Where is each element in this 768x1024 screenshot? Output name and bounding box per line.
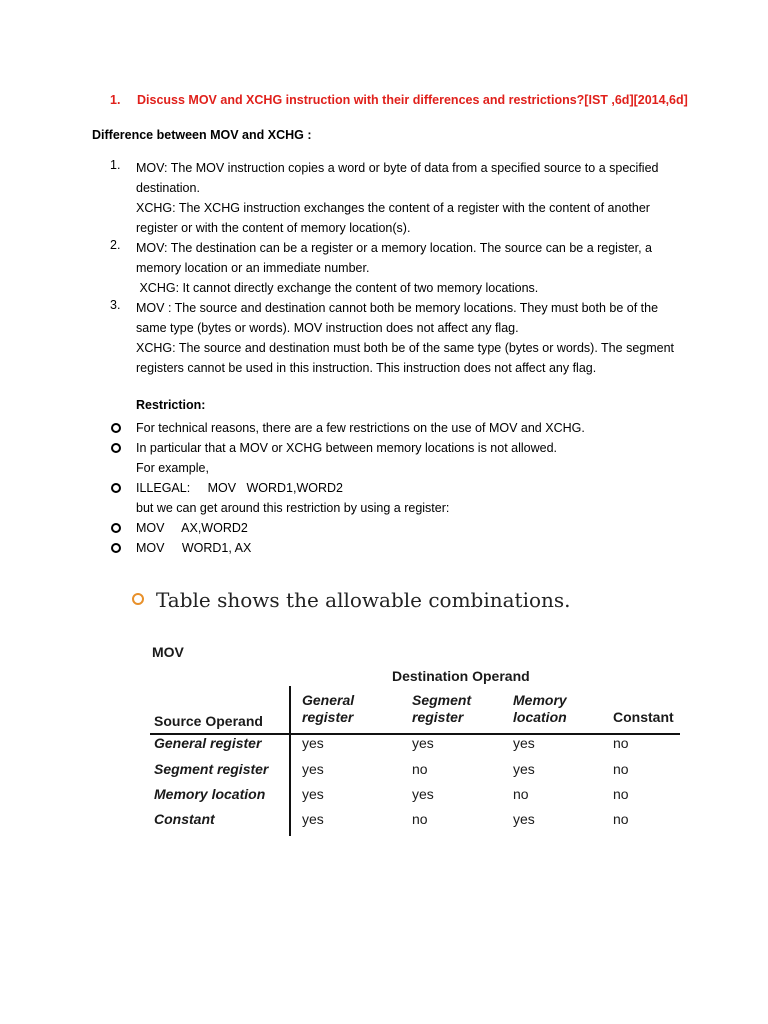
- column-header-line1: General: [302, 692, 355, 708]
- difference-item: [110, 298, 690, 378]
- restriction-list: [110, 418, 670, 558]
- difference-number: 3.: [110, 298, 121, 312]
- restriction-row: [110, 518, 670, 538]
- column-header-line2: location: [513, 709, 567, 725]
- table-cell: no: [412, 761, 428, 777]
- table-cell: yes: [302, 811, 324, 827]
- difference-line: XCHG: The source and destination must both be of the same type (bytes or words). The segment: [136, 341, 675, 355]
- table-cell: yes: [513, 761, 535, 777]
- table-caption: [132, 588, 571, 612]
- table-cell: yes: [302, 786, 324, 802]
- restriction-title: Restriction:: [136, 398, 206, 412]
- difference-item: [110, 158, 690, 238]
- difference-heading: Difference between MOV and XCHG :: [92, 128, 312, 142]
- table-row: [0, 786, 768, 811]
- table-cell: no: [613, 735, 629, 751]
- table-cell: no: [412, 811, 428, 827]
- restriction-text: For technical reasons, there are a few restrictions on the use of MOV and XCHG.: [136, 421, 585, 435]
- restriction-text: For example,: [136, 461, 209, 475]
- restriction-row: [110, 458, 670, 478]
- row-label: General register: [154, 735, 262, 751]
- restriction-row: [110, 538, 670, 558]
- difference-line: same type (bytes or words). MOV instruction does not affect any flag.: [136, 321, 519, 335]
- table-row: [0, 761, 768, 786]
- column-header: [513, 692, 567, 726]
- column-header-line2: register: [302, 709, 354, 725]
- restriction-text: but we can get around this restriction by using a register:: [136, 501, 450, 515]
- difference-line: XCHG: The XCHG instruction exchanges the content of a register with the content of another: [136, 201, 650, 215]
- table-cell: no: [513, 786, 529, 802]
- difference-line: XCHG: It cannot directly exchange the content of two memory locations.: [136, 281, 539, 295]
- difference-item: [110, 238, 690, 298]
- table-cell: yes: [513, 735, 535, 751]
- column-header-line1: Memory: [513, 692, 567, 708]
- column-header: [412, 692, 471, 726]
- restriction-text: MOV WORD1, AX: [136, 541, 252, 555]
- destination-header: Destination Operand: [392, 668, 530, 684]
- circle-bullet-icon: [111, 523, 121, 533]
- difference-line: register or with the content of memory location(s).: [136, 221, 411, 235]
- question-text: Discuss MOV and XCHG instruction with their differences and restrictions?[IST ,6d][2014,6d]: [137, 93, 688, 107]
- column-header: [302, 692, 354, 726]
- difference-line: memory location or an immediate number.: [136, 261, 370, 275]
- restriction-text: MOV AX,WORD2: [136, 521, 248, 535]
- table-cell: yes: [412, 735, 434, 751]
- column-header: [613, 709, 674, 726]
- row-label: Constant: [154, 811, 215, 827]
- row-label: Segment register: [154, 761, 269, 777]
- table-cell: yes: [302, 761, 324, 777]
- table-row: [0, 735, 768, 760]
- question-heading: [110, 93, 688, 107]
- difference-line: destination.: [136, 181, 200, 195]
- restriction-row: [110, 438, 670, 458]
- circle-bullet-icon: [111, 423, 121, 433]
- table-cell: no: [613, 761, 629, 777]
- table-cell: yes: [412, 786, 434, 802]
- column-header-line1: Segment: [412, 692, 472, 708]
- restriction-text: In particular that a MOV or XCHG between memory locations is not allowed.: [136, 441, 558, 455]
- circle-bullet-icon: [111, 443, 121, 453]
- difference-line: registers cannot be used in this instruction. This instruction does not affect any flag.: [136, 361, 597, 375]
- table-cell: yes: [513, 811, 535, 827]
- table-cell: no: [613, 811, 629, 827]
- table-cell: yes: [302, 735, 324, 751]
- column-header-line2: register: [412, 709, 464, 725]
- difference-number: 2.: [110, 238, 121, 252]
- difference-line: MOV: The MOV instruction copies a word or byte of data from a specified source to a specified: [136, 161, 659, 175]
- restriction-row: [110, 418, 670, 438]
- difference-line: MOV: The destination can be a register or a memory location. The source can be a register, a: [136, 241, 653, 255]
- table-title: MOV: [152, 644, 184, 660]
- caption-bullet-icon: [132, 593, 144, 605]
- restriction-text: ILLEGAL: MOV WORD1,WORD2: [136, 481, 343, 495]
- column-header-line2: Constant: [613, 709, 674, 725]
- source-header: Source Operand: [154, 713, 263, 729]
- circle-bullet-icon: [111, 483, 121, 493]
- question-number: 1.: [110, 93, 121, 107]
- difference-line: MOV : The source and destination cannot both be memory locations. They must both be of the: [136, 301, 659, 315]
- table-caption-text: Table shows the allowable combinations.: [156, 588, 571, 612]
- table-row: [0, 811, 768, 836]
- table-cell: no: [613, 786, 629, 802]
- circle-bullet-icon: [111, 543, 121, 553]
- restriction-row: [110, 498, 670, 518]
- restriction-row: [110, 478, 670, 498]
- row-label: Memory location: [154, 786, 266, 802]
- difference-list: [110, 158, 690, 378]
- difference-number: 1.: [110, 158, 121, 172]
